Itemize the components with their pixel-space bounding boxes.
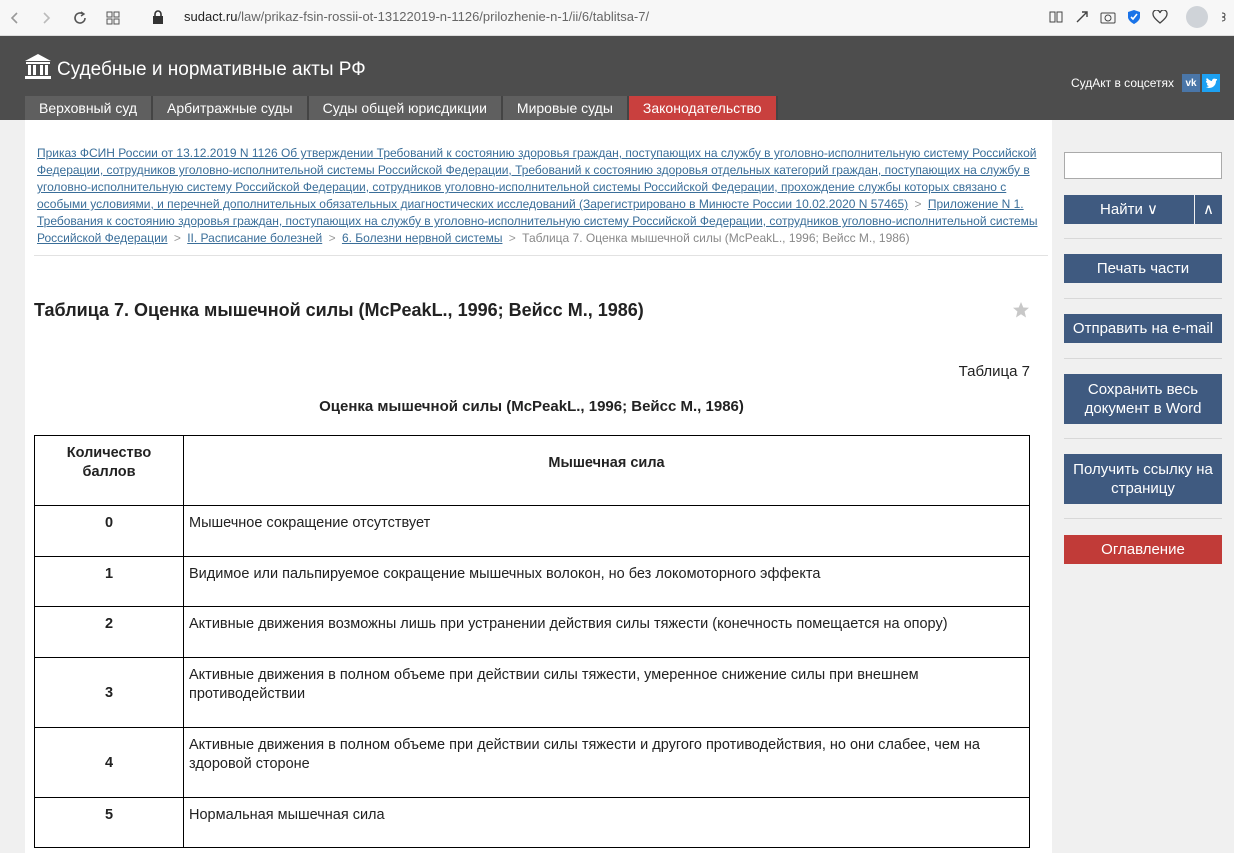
url-host: sudact.ru bbox=[184, 9, 238, 24]
find-button[interactable]: Найти ∨ bbox=[1064, 195, 1194, 224]
main-content bbox=[25, 120, 1052, 853]
divider bbox=[1064, 298, 1222, 299]
table-row bbox=[35, 607, 1030, 658]
score-cell: 1 bbox=[35, 557, 184, 607]
heart-icon[interactable] bbox=[1150, 7, 1170, 27]
courthouse-logo-icon[interactable] bbox=[23, 52, 53, 80]
page-title: Таблица 7. Оценка мышечной силы (McPeakL., 1996; Вейсс М., 1986) bbox=[34, 300, 644, 320]
social-links bbox=[1071, 74, 1220, 92]
address-bar[interactable] bbox=[184, 9, 649, 24]
menu-icon[interactable] bbox=[1214, 7, 1234, 27]
table-row bbox=[35, 658, 1030, 728]
table-of-contents-button[interactable]: Оглавление bbox=[1064, 535, 1222, 564]
tabs-grid-icon[interactable] bbox=[102, 7, 124, 29]
divider bbox=[34, 255, 1048, 256]
breadcrumb-current: Таблица 7. Оценка мышечной силы (McPeakL., 1996; Вейсс М., 1986) bbox=[522, 231, 910, 245]
score-cell: 2 bbox=[35, 607, 184, 658]
shield-icon[interactable] bbox=[1124, 7, 1144, 27]
bookmark-star-icon[interactable] bbox=[1012, 301, 1030, 319]
back-icon[interactable] bbox=[4, 7, 26, 29]
breadcrumb-link-nervous-system[interactable]: 6. Болезни нервной системы bbox=[341, 231, 503, 245]
forward-icon[interactable] bbox=[35, 7, 57, 29]
divider bbox=[1064, 238, 1222, 239]
tab-arbitration-courts[interactable]: Арбитражные суды bbox=[153, 96, 309, 120]
main-nav bbox=[0, 96, 1234, 120]
breadcrumb-separator: > bbox=[328, 231, 336, 245]
breadcrumb-link-schedule[interactable]: II. Расписание болезней bbox=[187, 231, 323, 245]
header-score: Количество баллов bbox=[35, 436, 184, 506]
send-email-button[interactable]: Отправить на e-mail bbox=[1064, 314, 1222, 343]
reload-icon[interactable] bbox=[69, 7, 91, 29]
description-cell: Видимое или пальпируемое сокращение мышечных волокон, но без локомоторного эффекта bbox=[184, 557, 1030, 607]
score-cell: 0 bbox=[35, 506, 184, 557]
table-row bbox=[35, 506, 1030, 557]
twitter-icon[interactable] bbox=[1202, 74, 1220, 92]
find-up-button[interactable]: ∧ bbox=[1195, 195, 1222, 224]
get-link-button[interactable]: Получить ссылку на страницу bbox=[1064, 454, 1222, 504]
breadcrumb-separator: > bbox=[914, 197, 922, 211]
score-cell: 3 bbox=[35, 658, 184, 728]
camera-icon[interactable] bbox=[1098, 7, 1118, 27]
tab-magistrate-courts[interactable]: Мировые суды bbox=[503, 96, 629, 120]
table-row bbox=[35, 728, 1030, 798]
description-cell: Мышечное сокращение отсутствует bbox=[184, 506, 1030, 557]
breadcrumb-link-order[interactable]: Приказ ФСИН России от 13.12.2019 N 1126 Об утверждении Требований к состоянию здоровья граждан, поступающих на службу в уголовно-исполнительную систему Российской Федерации, сотрудников уголовно-исполнительной системы Российской Федерации, Требований к состоянию здоровья отдельных категорий граждан, поступающих на службу в уголовно-исполнительную систему Российской Федерации, сотрудников уголовно-исполнительной системы Российской Федерации, прохождение службы которых связано с особыми условиями, и перечней дополнительных обязательных диагностических исследований (Зарегистрировано в Минюсте России 10.02.2020 N 57465) bbox=[37, 146, 1037, 211]
table-row bbox=[35, 557, 1030, 607]
table-header-row bbox=[35, 436, 1030, 506]
muscle-strength-table bbox=[34, 435, 1030, 848]
table-row bbox=[35, 798, 1030, 848]
description-cell: Активные движения возможны лишь при устранении действия силы тяжести (конечность помещается на опору) bbox=[184, 607, 1030, 658]
sidebar bbox=[1052, 120, 1234, 853]
tab-legislation[interactable]: Законодательство bbox=[629, 96, 778, 120]
url-path: /law/prikaz-fsin-rossii-ot-13122019-n-1126/prilozhenie-n-1/ii/6/tablitsa-7/ bbox=[237, 9, 650, 24]
score-cell: 4 bbox=[35, 728, 184, 798]
social-label: СудАкт в соцсетях bbox=[1070, 76, 1174, 90]
profile-avatar-icon[interactable] bbox=[1186, 6, 1208, 28]
table-caption: Таблица 7 bbox=[958, 363, 1030, 380]
reader-mode-icon[interactable] bbox=[1046, 7, 1066, 27]
site-header bbox=[0, 36, 1234, 96]
vk-icon[interactable]: vk bbox=[1182, 74, 1200, 92]
table-title: Оценка мышечной силы (McPeakL., 1996; Вейсс М., 1986) bbox=[319, 398, 744, 415]
breadcrumb-separator: > bbox=[173, 231, 181, 245]
share-icon[interactable] bbox=[1072, 7, 1092, 27]
lock-icon bbox=[152, 10, 164, 24]
divider bbox=[1064, 438, 1222, 439]
print-part-button[interactable]: Печать части bbox=[1064, 254, 1222, 283]
tab-supreme-court[interactable]: Верховный суд bbox=[25, 96, 153, 120]
divider bbox=[1064, 518, 1222, 519]
breadcrumb bbox=[37, 145, 1041, 247]
site-title[interactable]: Судебные и нормативные акты РФ bbox=[57, 59, 366, 80]
description-cell: Нормальная мышечная сила bbox=[184, 798, 1030, 848]
description-cell: Активные движения в полном объеме при действии силы тяжести, умеренное снижение силы при внешнем противодействии bbox=[184, 658, 1030, 728]
score-cell: 5 bbox=[35, 798, 184, 848]
search-input[interactable] bbox=[1064, 152, 1222, 179]
tab-general-courts[interactable]: Суды общей юрисдикции bbox=[309, 96, 503, 120]
breadcrumb-separator: > bbox=[508, 231, 516, 245]
browser-toolbar bbox=[0, 0, 1234, 36]
breadcrumb-link-appendix[interactable]: Приложение N 1. Требования к состоянию здоровья граждан, поступающих на службу в уголовно-исполнительную систему Российской Федерации, сотрудников уголовно-исполнительной системы Российской Федерации bbox=[37, 197, 1038, 245]
save-word-button[interactable]: Сохранить весь документ в Word bbox=[1064, 374, 1222, 424]
header-muscle-strength: Мышечная сила bbox=[184, 436, 1030, 506]
description-cell: Активные движения в полном объеме при действии силы тяжести и другого противодействия, но они слабее, чем на здоровой стороне bbox=[184, 728, 1030, 798]
divider bbox=[1064, 358, 1222, 359]
